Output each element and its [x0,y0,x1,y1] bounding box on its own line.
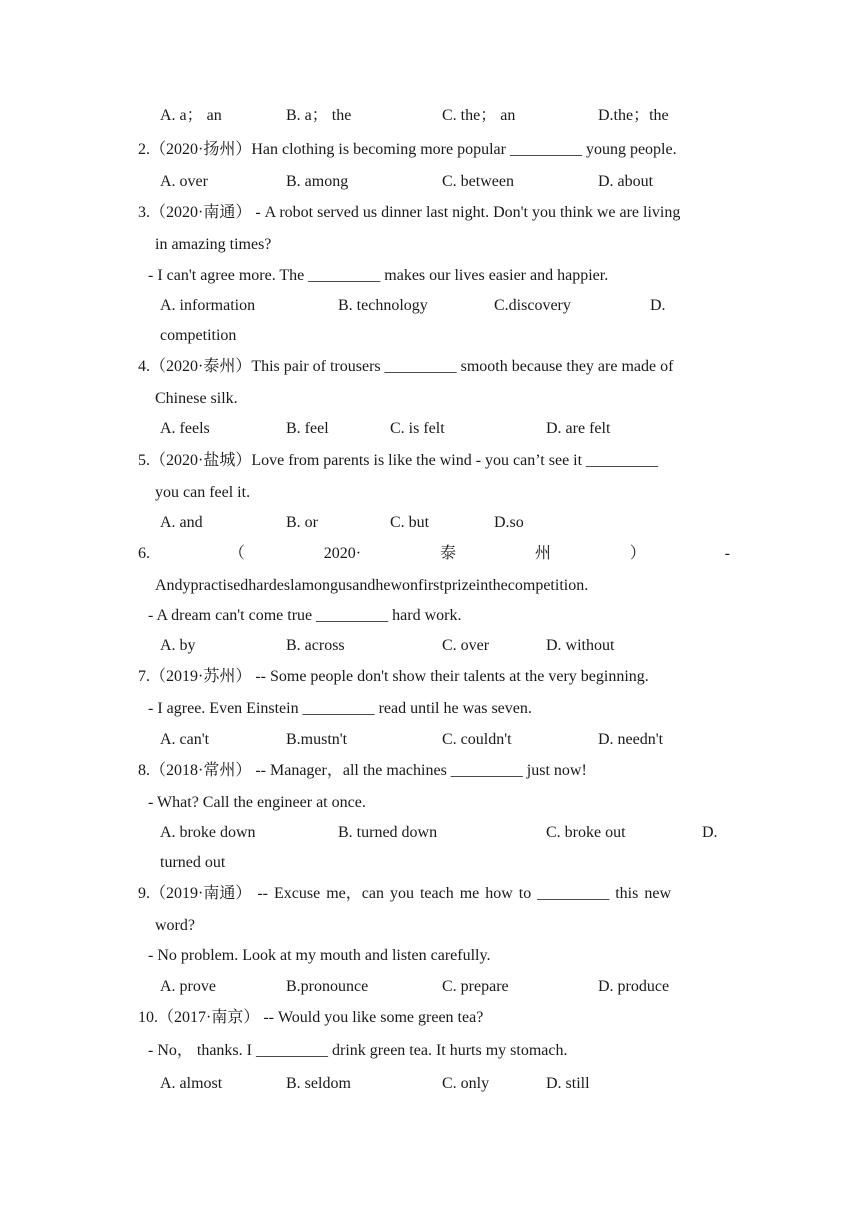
q7-stem: 7.（2019·苏州） -- Some people don't show their talents at the very beginning. [138,668,649,685]
q3-option-d-wrap: competition [160,327,237,344]
q1-option-c: C. the； an [442,107,516,124]
q6-option-a: A. by [160,637,196,654]
q5-option-b: B. or [286,514,318,531]
q6-city-char2: 州 [534,545,551,562]
q6-option-b: B. across [286,637,345,654]
q5-stem-line1: 5.（2020·盐城）Love from parents is like the wind - you can’t see it _________ [138,452,659,469]
q10-reply: - No， thanks. I _________ drink green tea. It hurts my stomach. [148,1042,568,1059]
q5-option-d: D.so [494,514,524,531]
q6-option-c: C. over [442,637,490,654]
q9-stem-line1: 9.（2019·南通） -- Excuse me，can you teach me how to _________ this new [138,885,672,902]
q6-stem-line2: Andypractisedhardeslamongusandhewonfirstprizeinthecompetition. [155,577,589,594]
q3-option-d: D. [650,297,666,314]
q9-option-d: D. produce [598,978,670,995]
q7-option-d: D. needn't [598,731,664,748]
q7-reply: - I agree. Even Einstein _________ read until he was seven. [148,700,532,717]
q3-reply: - I can't agree more. The _________ makes our lives easier and happier. [148,267,609,284]
q1-option-b: B. a； the [286,107,352,124]
q6-dash: - [724,545,730,562]
q10-option-d: D. still [546,1075,590,1092]
q10-stem: 10.（2017·南京） -- Would you like some green tea? [138,1009,484,1026]
q2-option-d: D. about [598,173,654,190]
q6-stem-line1 [138,544,730,564]
q5-option-c: C. but [390,514,430,531]
q6-number: 6. [138,545,150,562]
q10-option-c: C. only [442,1075,490,1092]
q8-reply: - What? Call the engineer at once. [148,794,366,811]
q9-option-b: B.pronounce [286,978,369,995]
q3-stem-line2: in amazing times? [155,236,272,253]
q3-option-a: A. information [160,297,256,314]
q6-city-char1: 泰 [439,545,456,562]
q9-option-c: C. prepare [442,978,509,995]
q8-option-d-wrap: turned out [160,854,226,871]
q5-stem-line2: you can feel it. [155,484,251,501]
q8-option-a: A. broke down [160,824,256,841]
q2-option-b: B. among [286,173,349,190]
q4-stem-line1: 4.（2020·泰州）This pair of trousers _________ smooth because they are made of [138,358,674,375]
q7-option-a: A. can't [160,731,210,748]
q4-option-a: A. feels [160,420,210,437]
q1-option-d: D.the；the [598,107,669,124]
q4-stem-line2: Chinese silk. [155,390,238,407]
q2-option-c: C. between [442,173,514,190]
q8-option-c: C. broke out [546,824,626,841]
q6-paren-open: （ [228,545,245,562]
q1-option-a: A. a； an [160,107,222,124]
q4-option-b: B. feel [286,420,329,437]
q4-option-d: D. are felt [546,420,611,437]
q7-option-c: C. couldn't [442,731,512,748]
q5-option-a: A. and [160,514,203,531]
q6-option-d: D. without [546,637,615,654]
q6-year: 2020· [323,545,362,562]
q10-option-a: A. almost [160,1075,223,1092]
q9-reply: - No problem. Look at my mouth and listen carefully. [148,947,491,964]
q6-paren-close: ） [629,545,646,562]
q2-stem: 2.（2020·扬州）Han clothing is becoming more popular _________ young people. [138,141,677,158]
q4-option-c: C. is felt [390,420,445,437]
q9-stem-line2: word? [155,917,195,934]
q3-option-b: B. technology [338,297,428,314]
q8-stem: 8.（2018·常州） -- Manager，all the machines _________ just now! [138,762,587,779]
q6-reply: - A dream can't come true _________ hard work. [148,607,462,624]
q2-option-a: A. over [160,173,208,190]
q3-option-c: C.discovery [494,297,571,314]
q8-option-d: D. [702,824,718,841]
q8-option-b: B. turned down [338,824,438,841]
q3-stem-line1: 3.（2020·南通） - A robot served us dinner last night. Don't you think we are living [138,204,681,221]
q10-option-b: B. seldom [286,1075,351,1092]
q9-option-a: A. prove [160,978,216,995]
q7-option-b: B.mustn't [286,731,348,748]
